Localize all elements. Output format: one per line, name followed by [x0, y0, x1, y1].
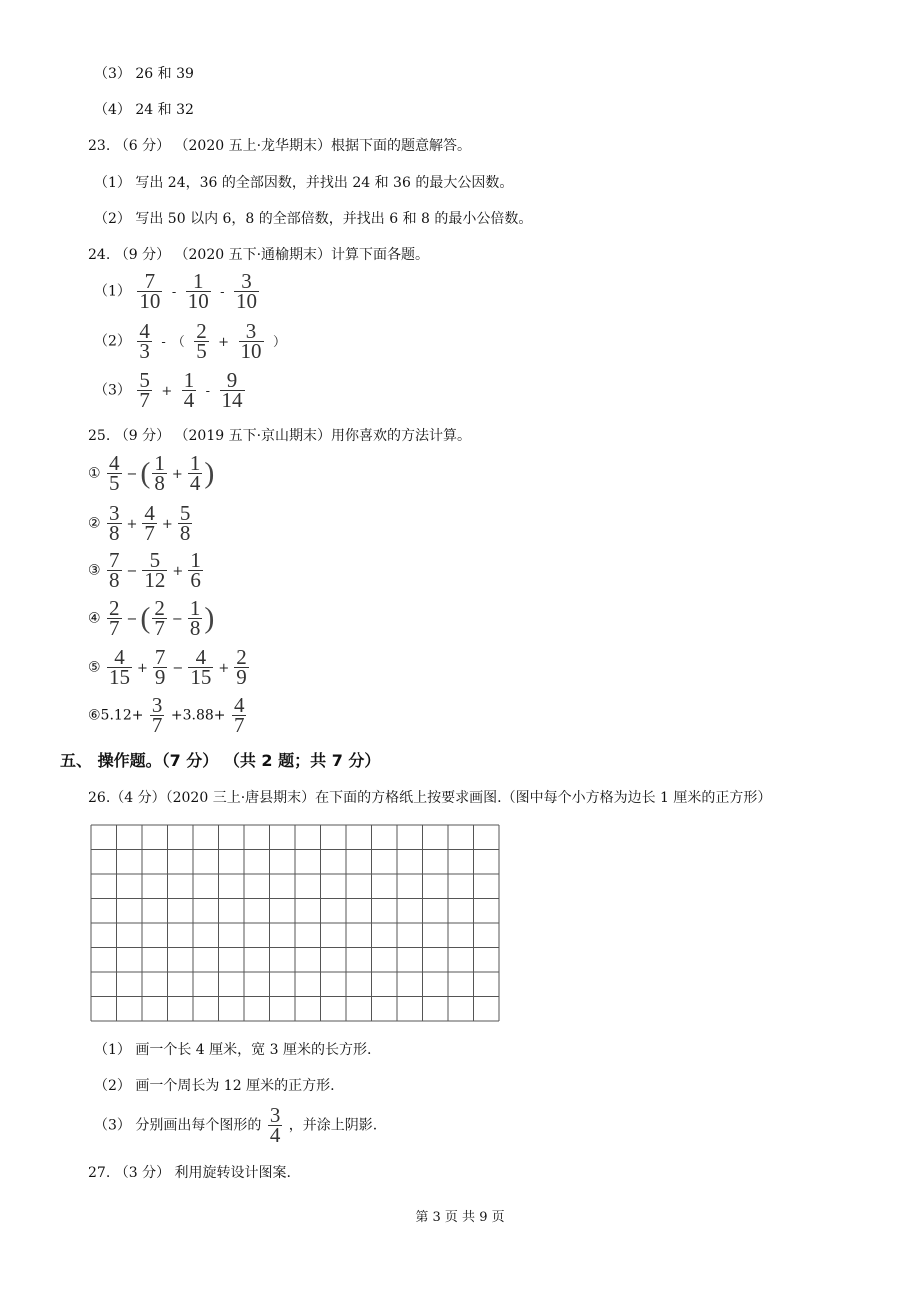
fraction: $\frac{5}{7}$: [139, 368, 150, 412]
plus-sign: +: [126, 516, 138, 532]
minus-sign: -: [171, 284, 177, 300]
fraction: $\frac{7}{10}$: [139, 269, 161, 313]
plus-sign: +: [218, 660, 230, 676]
fraction: $\frac{5}{8}$: [179, 501, 191, 545]
page-footer: 第 3 页 共 9 页: [415, 1210, 505, 1225]
q24-header: 24. （9 分） （2020 五下·通榆期末）计算下面各题。: [88, 247, 430, 263]
fraction: $\frac{1}{4}$: [189, 451, 201, 495]
fraction: $\frac{7}{8}$: [109, 548, 120, 592]
open-paren: （: [171, 334, 185, 350]
fraction: $\frac{2}{9}$: [236, 645, 247, 689]
minus-sign: −: [171, 611, 183, 627]
fraction: $\frac{2}{7}$: [154, 596, 165, 640]
plus-sign: +: [137, 660, 148, 676]
q22-item-4: （4） 24 和 32: [94, 102, 194, 118]
plus-sign: +: [161, 516, 173, 532]
open-paren: (: [140, 601, 151, 635]
q26-sub3-text: （3） 分别画出每个图形的: [94, 1117, 262, 1134]
plus-sign: +: [171, 466, 183, 482]
q24-expr-1: [94, 269, 261, 313]
grid-paper[interactable]: [90, 824, 500, 1022]
fraction: $\frac{4}{3}$: [139, 319, 150, 363]
section-5-title: 五、 操作题。（7 分） （共 2 题；共 7 分）: [60, 751, 381, 770]
minus-sign: -: [161, 334, 166, 350]
fraction: $\frac{2}{5}$: [196, 319, 207, 363]
minus-sign: −: [172, 660, 184, 676]
q25-expr-6: [88, 693, 248, 737]
fraction: $\frac{1}{10}$: [187, 269, 209, 313]
q23-sub2: （2） 写出 50 以内 6，8 的全部倍数，并找出 6 和 8 的最小公倍数。: [94, 211, 533, 227]
close-paren: ): [204, 601, 215, 635]
q24-expr-3: [94, 368, 247, 412]
fraction: $\frac{1}{4}$: [183, 368, 195, 412]
q25-expr-1: [88, 451, 215, 495]
q26-sub3-text-end: ，并涂上阴影.: [288, 1117, 378, 1134]
q25-expr-2: [88, 501, 194, 545]
fraction: $\frac{4}{7}$: [233, 693, 245, 737]
grid-svg: [90, 824, 500, 1022]
close-paren: ）: [272, 334, 286, 350]
minus-sign: -: [220, 284, 225, 300]
fraction: $\frac{7}{9}$: [154, 645, 166, 689]
q25-expr-4: [88, 596, 215, 640]
fraction: $\frac{3}{8}$: [109, 501, 120, 545]
fraction: $\frac{1}{8}$: [189, 596, 201, 640]
fraction: $\frac{1}{6}$: [190, 548, 201, 592]
q24-sub2-label: （2）: [94, 333, 131, 350]
fraction: $\frac{3}{10}$: [240, 319, 262, 363]
plus-sign: +: [218, 334, 230, 350]
minus-sign: −: [126, 611, 138, 627]
q27-header: 27. （3 分） 利用旋转设计图案.: [88, 1165, 291, 1181]
q25-expr-5: [88, 645, 251, 689]
fraction: $\frac{9}{14}$: [221, 368, 243, 412]
q25-header: 25. （9 分） （2019 五下·京山期末）用你喜欢的方法计算。: [88, 428, 472, 444]
q26-header: 26.（4 分）（2020 三上·唐县期末）在下面的方格纸上按要求画图.（图中每个小方格为边长 1 厘米的正方形）: [88, 790, 772, 806]
fraction: $\frac{2}{7}$: [109, 596, 120, 640]
fraction: $\frac{3}{10}$: [236, 269, 257, 313]
fraction: $\frac{4}{15}$: [109, 645, 131, 689]
q23-header: 23. （6 分） （2020 五上·龙华期末）根据下面的题意解答。: [88, 138, 472, 154]
q25-label-5: ⑤: [88, 659, 101, 676]
q26-sub3: [94, 1103, 378, 1147]
fraction: $\frac{4}{7}$: [144, 501, 155, 545]
minus-sign: -: [205, 383, 211, 399]
plus-sign: +: [172, 563, 184, 579]
fraction: $\frac{1}{8}$: [154, 451, 165, 495]
open-paren: (: [140, 456, 151, 490]
fraction: $\frac{3}{4}$: [269, 1103, 281, 1147]
q24-sub1-label: （1）: [94, 283, 131, 300]
q22-item-3: （3） 26 和 39: [94, 66, 194, 82]
minus-sign: −: [126, 563, 138, 579]
q26-sub1: （1） 画一个长 4 厘米，宽 3 厘米的长方形.: [94, 1042, 372, 1058]
q25-label-4: ④: [88, 610, 101, 627]
q25-label-2: ②: [88, 515, 101, 532]
q25-expr-3: [88, 548, 205, 592]
close-paren: ): [204, 456, 215, 490]
fraction: $\frac{3}{7}$: [151, 693, 163, 737]
q25-label-3: ③: [88, 562, 101, 579]
q24-sub3-label: （3）: [94, 382, 131, 399]
q25-label-6: ⑥5.12+: [88, 707, 144, 724]
q23-sub1: （1） 写出 24，36 的全部因数，并找出 24 和 36 的最大公因数。: [94, 175, 514, 191]
q24-expr-2: [94, 319, 289, 363]
q25-expr6-middle: +3.88+: [170, 707, 226, 724]
plus-sign: +: [161, 383, 173, 399]
q25-label-1: ①: [88, 465, 101, 482]
fraction: $\frac{4}{15}$: [190, 645, 212, 689]
fraction: $\frac{5}{12}$: [144, 548, 166, 592]
minus-sign: −: [126, 466, 138, 482]
q26-sub2: （2） 画一个周长为 12 厘米的正方形.: [94, 1078, 335, 1094]
fraction: $\frac{4}{5}$: [109, 451, 120, 495]
